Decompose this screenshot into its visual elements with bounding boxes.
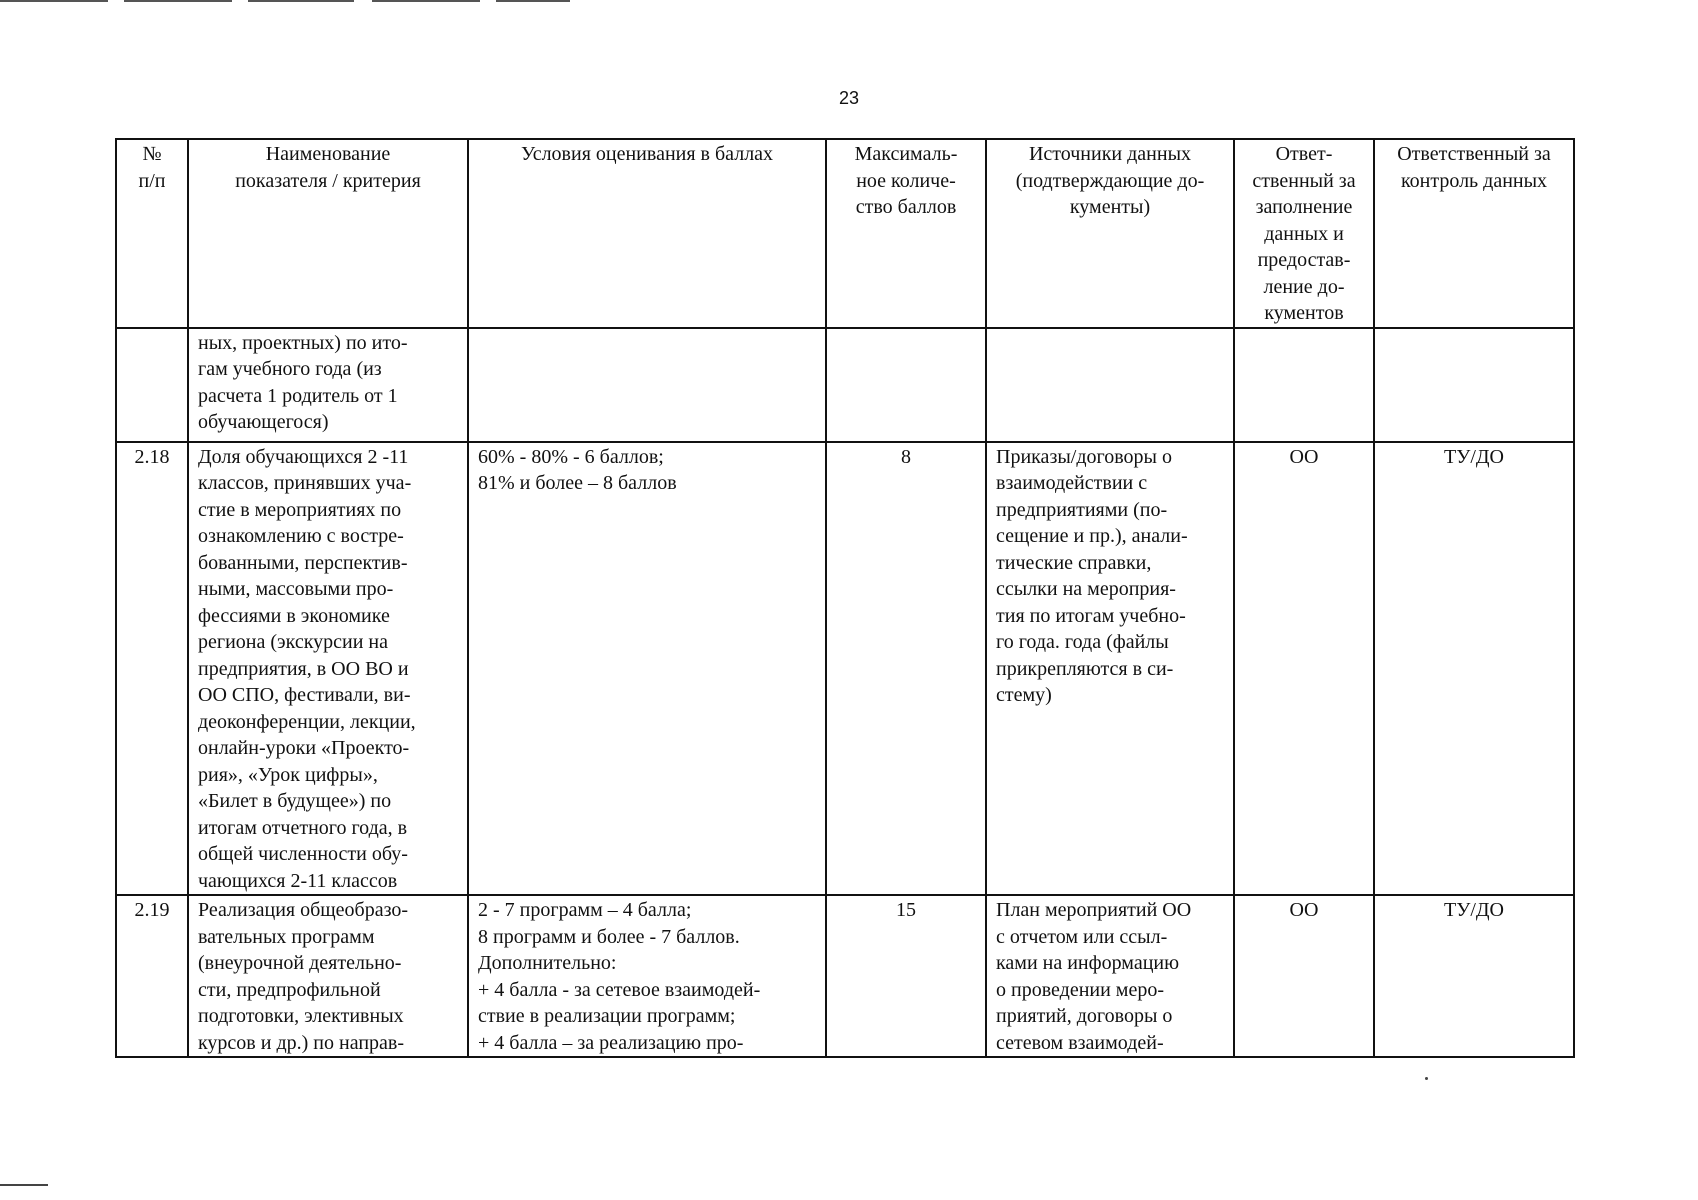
text-line: предприятиями (по- (996, 498, 1168, 521)
text-line: Ответ- (1275, 143, 1333, 165)
text-line: (подтверждающие до- (1015, 169, 1205, 192)
text-line: рия», «Урок цифры», (198, 763, 378, 786)
text-line: Доля обучающихся 2 -11 (198, 445, 409, 468)
text-line: Наименование (265, 143, 391, 165)
header-responsible-fill (1234, 139, 1374, 328)
header-conditions (468, 139, 826, 328)
header-responsible-control (1374, 139, 1574, 328)
header-number (116, 139, 188, 328)
text-line: Приказы/договоры о (996, 445, 1172, 468)
row-responsible-fill: ОО (1234, 442, 1374, 896)
text-line: сетевом взаимодей- (996, 1031, 1164, 1054)
table-row-2-18 (116, 442, 1574, 896)
text-line: ознакомлению с востре- (198, 525, 404, 547)
text-line: Максималь- (854, 143, 958, 165)
row-number (116, 328, 188, 442)
header-indicator-name (188, 139, 468, 328)
text-line: Реализация общеобразо- (198, 899, 409, 921)
text-line: ное количе- (856, 169, 956, 192)
scan-speck (1425, 1077, 1428, 1080)
text-line: предостав- (1257, 249, 1351, 271)
text-line: приятий, договоры о (996, 1005, 1173, 1027)
text-line: фессиями в экономике (198, 604, 390, 627)
row-conditions (468, 328, 826, 442)
text-line: План мероприятий ОО (996, 899, 1192, 921)
text-line: п/п (138, 169, 166, 192)
text-line: гам учебного года (из (198, 358, 382, 380)
row-data-sources (986, 895, 1234, 1057)
row-number: 2.18 (116, 442, 188, 896)
text-line: онлайн-уроки «Проекто- (198, 737, 410, 759)
row-data-sources (986, 442, 1234, 896)
row-conditions (468, 895, 826, 1057)
text-line: классов, принявших уча- (198, 472, 412, 494)
row-data-sources (986, 328, 1234, 442)
header-max-points (826, 139, 986, 328)
row-max-points: 15 (826, 895, 986, 1057)
text-line: региона (экскурсии на (198, 631, 388, 653)
text-line: чающихся 2-11 классов (198, 869, 398, 892)
text-line: + 4 балла - за сетевое взаимодей- (478, 978, 761, 1001)
criteria-table (115, 138, 1575, 1058)
text-line: ление до- (1263, 275, 1345, 298)
scan-edge-marks (0, 0, 1698, 4)
text-line: ными, массовыми про- (198, 578, 394, 600)
text-line: подготовки, элективных (198, 1005, 404, 1027)
text-line: ками на информацию (996, 952, 1180, 974)
text-line: кументы) (1069, 196, 1151, 218)
row-responsible-fill: ОО (1234, 895, 1374, 1057)
text-line: Условия оценивания в баллах (520, 143, 774, 165)
text-line: 60% - 80% - 6 баллов; (478, 445, 664, 468)
text-line: кументов (1264, 302, 1344, 324)
text-line: сти, предпрофильной (198, 978, 381, 1001)
text-line: общей численности обу- (198, 843, 408, 865)
text-line: ственный за (1252, 169, 1356, 192)
text-line: Ответственный за (1397, 143, 1551, 165)
text-line: итогам отчетного года, в (198, 816, 408, 839)
text-line: 8 программ и более - 7 баллов. (478, 925, 740, 948)
table-row-2-19 (116, 895, 1574, 1057)
text-line: ствие в реализации программ; (478, 1005, 736, 1027)
text-line: ных, проектных) по ито- (198, 331, 408, 354)
text-line: предприятия, в ОО ВО и (198, 657, 409, 680)
text-line: взаимодействии с (996, 472, 1148, 494)
text-line: ОО СПО, фестивали, ви- (198, 684, 411, 706)
text-line: контроль данных (1400, 169, 1548, 192)
text-line: вательных программ (198, 925, 375, 948)
text-line: 2 - 7 программ – 4 балла; (478, 899, 692, 921)
row-responsible-fill (1234, 328, 1374, 442)
text-line: о проведении меро- (996, 978, 1164, 1001)
text-line: + 4 балла – за реализацию про- (478, 1031, 744, 1054)
text-line: го года. года (файлы (996, 631, 1169, 653)
text-line: ство баллов (855, 196, 957, 218)
text-line: показателя / критерия (235, 169, 421, 192)
row-responsible-control: ТУ/ДО (1374, 442, 1574, 896)
text-line: «Билет в будущее») по (198, 790, 392, 812)
text-line: данных и (1264, 222, 1344, 245)
text-line: стие в мероприятиях по (198, 498, 402, 521)
row-number: 2.19 (116, 895, 188, 1057)
table-header-row (116, 139, 1574, 328)
row-indicator-name (188, 328, 468, 442)
text-line: стему) (996, 684, 1052, 706)
row-indicator-name (188, 442, 468, 896)
text-line: прикрепляются в си- (996, 657, 1174, 680)
row-indicator-name (188, 895, 468, 1057)
row-responsible-control: ТУ/ДО (1374, 895, 1574, 1057)
page-number: 23 (838, 88, 860, 108)
row-max-points: 8 (826, 442, 986, 896)
row-max-points (826, 328, 986, 442)
text-line: деоконференции, лекции, (198, 710, 416, 733)
text-line: курсов и др.) по направ- (198, 1031, 404, 1054)
text-line: бованными, перспектив- (198, 551, 408, 574)
text-line: тические справки, (996, 551, 1152, 574)
text-line: расчета 1 родитель от 1 (198, 384, 398, 407)
text-line: тия по итогам учебно- (996, 604, 1186, 627)
text-line: заполнение (1255, 196, 1353, 218)
text-line: № (142, 143, 162, 165)
text-line: с отчетом или ссыл- (996, 925, 1168, 948)
text-line: 81% и более – 8 баллов (478, 472, 677, 494)
table-row-continuation (116, 328, 1574, 442)
text-line: Источники данных (1028, 143, 1192, 165)
scan-margin-mark (0, 1184, 48, 1186)
text-line: ссылки на мероприя- (996, 578, 1176, 600)
row-responsible-control (1374, 328, 1574, 442)
header-data-sources (986, 139, 1234, 328)
text-line: Дополнительно: (478, 952, 617, 974)
text-line: сещение и пр.), анали- (996, 525, 1188, 547)
text-line: обучающегося) (198, 411, 329, 433)
text-line: (внеурочной деятельно- (198, 952, 402, 974)
row-conditions (468, 442, 826, 896)
